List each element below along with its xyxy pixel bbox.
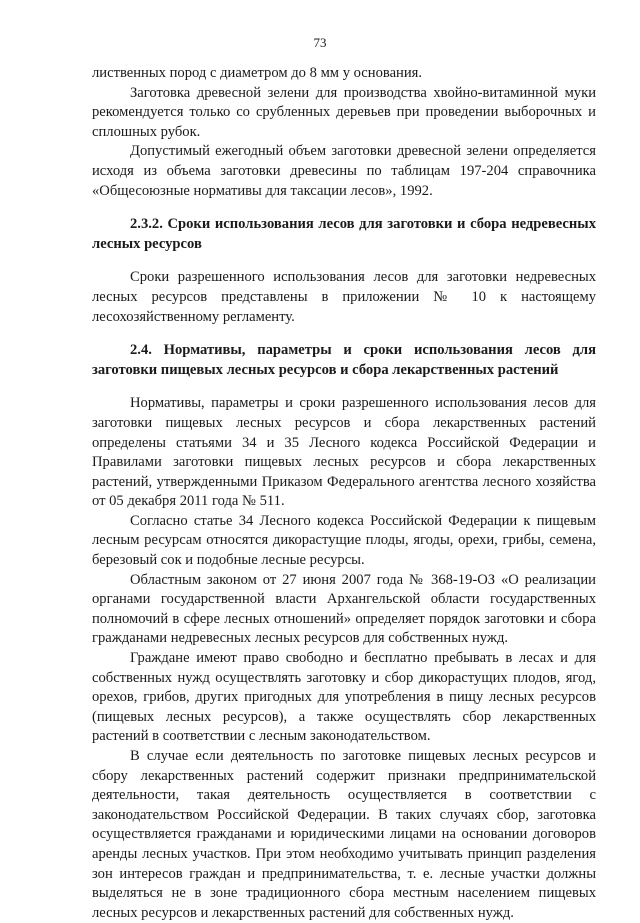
- body-paragraph: Граждане имеют право свободно и бесплатно пребывать в лесах и для собственных нужд осуществлять заготовку и сбор дикорастущих плодов, ягод, орехов, грибов, других пригодных для употребления в пищу лесных ресурсов (пищевых лесных ресурсов), а также осуществлять сбор лекарственных растений в соответствии с лесным законодательством.: [92, 650, 596, 745]
- page-body: [92, 64, 596, 923]
- body-paragraph: Областным законом от 27 июня 2007 года № 368-19-ОЗ «О реализации органами государственной власти Архангельской области государственных полномочий в сфере лесных отношений» определяет порядок заготовки и сбора гражданами недревесных лесных ресурсов для собственных нужд.: [92, 571, 596, 647]
- body-paragraph: Нормативы, параметры и сроки разрешенного использования лесов для заготовки пищевых лесных ресурсов и сбора лекарственных растений определены статьями 34 и 35 Лесного кодекса Российской Федерации и Правилами заготовки пищевых лесных ресурсов и сбора лекарственных растений, утвержденными Приказом Федерального агентства лесного хозяйства от 05 декабря 2011 года № 511.: [92, 395, 596, 510]
- body-paragraph: лиственных пород с диаметром до 8 мм у основания.: [92, 65, 423, 81]
- body-paragraph: Допустимый ежегодный объем заготовки древесной зелени определяется исходя из объема заготовки древесины по таблицам 197-204 справочника «Общесоюзные нормативы для таксации лесов», 1992.: [92, 143, 596, 199]
- section-heading-2-3-2: 2.3.2. Сроки использования лесов для заготовки и сбора недревесных лесных ресурсов: [92, 216, 596, 252]
- section-heading-2-4: 2.4. Нормативы, параметры и сроки использования лесов для заготовки пищевых лесных ресурсов и сбора лекарственных растений: [92, 342, 596, 378]
- page-number: 73: [313, 35, 327, 50]
- body-paragraph: Заготовка древесной зелени для производства хвойно-витаминной муки рекомендуется только со срубленных деревьев при проведении выборочных и сплошных рубок.: [92, 84, 596, 140]
- body-paragraph: Согласно статье 34 Лесного кодекса Российской Федерации к пищевым лесным ресурсам относятся дикорастущие плоды, ягоды, орехи, грибы, семена, березовый сок и подобные лесные ресурсы.: [92, 512, 596, 569]
- body-paragraph: В случае если деятельность по заготовке пищевых лесных ресурсов и сбору лекарственных растений содержит признаки предпринимательской деятельности, такая деятельность осуществляется в соответствии с законодательством Российской Федерации. В таких случаях сбор, заготовка осуществляется гражданами и юридическими лицами на основании договоров аренды лесных участков. При этом необходимо учитывать принцип разделения зон интересов граждан и предпринимательства, т. е. лесные участки должны выделяться не в зоне традиционного сбора местным населением пищевых лесных ресурсов и лекарственных растений для собственных нужд.: [92, 748, 596, 921]
- body-paragraph: Сроки разрешенного использования лесов для заготовки недревесных лесных ресурсов представлены в приложении № 10 к настоящему лесохозяйственному регламенту.: [92, 269, 596, 325]
